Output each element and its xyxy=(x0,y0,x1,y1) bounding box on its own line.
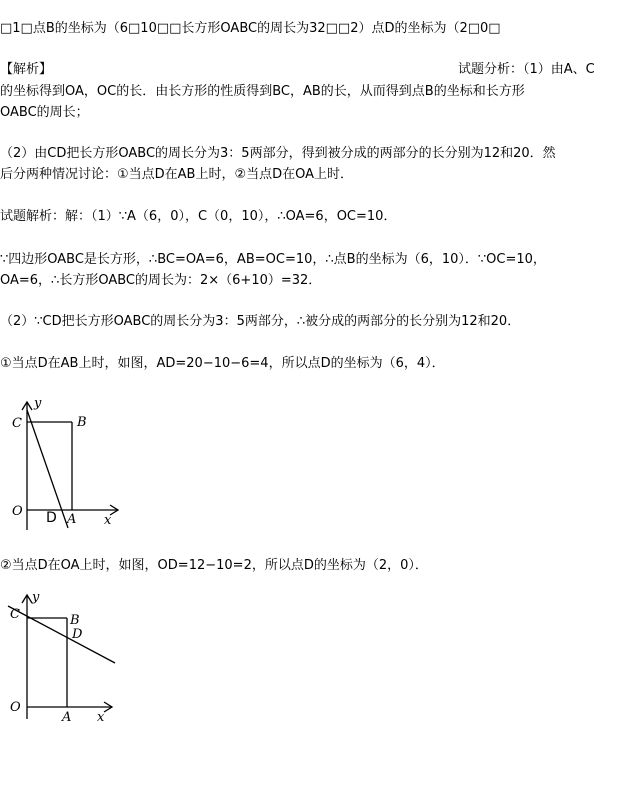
analysis-p1-line2: OABC的周长； xyxy=(0,105,89,120)
analysis-p1-line1: 的坐标得到OA，OC的长．由长方形的性质得到BC，AB的长，从而得到点B的坐标和长方形 xyxy=(0,84,525,99)
fig2-x-label: x xyxy=(97,710,105,725)
fig2-a-label: A xyxy=(62,710,72,725)
part2-line: （2）∵CD把长方形OABC的周长分为3：5两部分，∴被分成的两部分的长分别为12和20． xyxy=(0,314,521,329)
fig1-x-label: x xyxy=(104,513,112,528)
fig1-b-label: B xyxy=(77,415,87,430)
proof-line2: OA=6，∴长方形OABC的周长为：2×（6+10）=32． xyxy=(0,273,322,288)
solution-line: 试题解析：解：（1）∵A（6，0），C（0，10），∴OA=6，OC=10． xyxy=(0,209,397,224)
analysis-heading: 【解析】 xyxy=(0,62,53,77)
fig2-y-label: y xyxy=(32,592,40,605)
analysis-p2-line2: 后分两种情况讨论：①当点D在AB上时，②当点D在OA上时． xyxy=(0,167,354,182)
figure-case2 xyxy=(0,592,140,727)
analysis-p2-line1: （2）由CD把长方形OABC的周长分为3：5两部分，得到被分成的两部分的长分别为12和20．然 xyxy=(0,146,556,161)
proof-line1: ∵四边形OABC是长方形，∴BC=OA=6，AB=OC=10，∴点B的坐标为（6，10）．∵OC=10， xyxy=(0,252,546,267)
fig1-y-label: y xyxy=(34,396,42,411)
case2-line: ②当点D在OA上时，如图，OD=12−10=2，所以点D的坐标为（2，0）． xyxy=(0,558,428,573)
analysis-label: 试题分析：（1）由A、C xyxy=(458,62,595,77)
figure-case1 xyxy=(0,390,140,535)
fig1-c-label: C xyxy=(12,416,22,431)
answer-line: □1□点B的坐标为（6□10□□长方形OABC的周长为32□□2）点D的坐标为（2□0□ xyxy=(0,21,501,36)
case1-line: ①当点D在AB上时，如图，AD=20−10−6=4，所以点D的坐标为（6，4）． xyxy=(0,356,445,371)
fig2-c-label: C xyxy=(10,607,20,622)
fig1-a-label: A xyxy=(67,512,77,527)
fig1-d-label: D xyxy=(46,510,57,526)
fig2-b-label: B xyxy=(70,613,80,628)
fig1-o-label: O xyxy=(12,504,23,519)
fig2-o-label: O xyxy=(10,700,21,715)
fig2-d-label: D xyxy=(72,627,83,642)
